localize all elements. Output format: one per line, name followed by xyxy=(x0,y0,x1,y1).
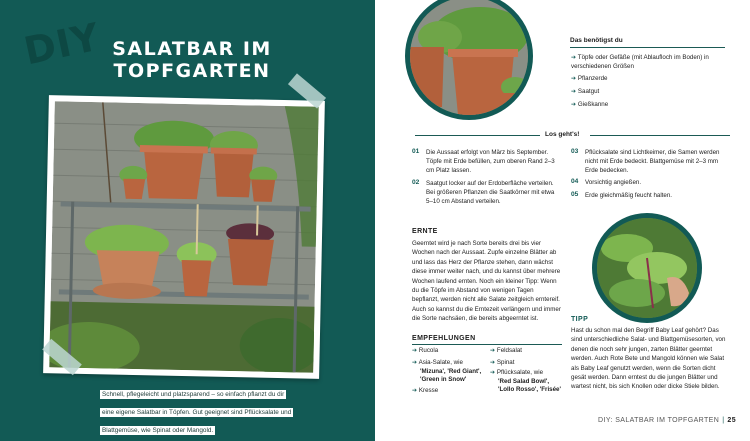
arrow-icon: ➔ xyxy=(490,347,496,354)
harvest-text: Geerntet wird je nach Sorte bereits drei bis vier Wochen nach der Aussaat. Zupfe einzelne Blätter ab und lass das Herz der Pflanze stehen, dann wächst diese immer weiter nach, und du kannst über mehrere Wochen laufend ernten. Noch ein kleiner Tipp: Wenn du die Töpfe im Abstand von wenigen Tagen bepflanzt, werden nicht alle Salate zeitgleich erntereif. Auch so kannst du die Erntezeit verlängern und immer die Sorte nachsäen, die bereits abgeerntet ist. xyxy=(412,240,561,323)
leaves-illustration xyxy=(597,218,697,318)
arrow-icon: ➔ xyxy=(571,101,577,108)
step-text: Vorsichtig angießen. xyxy=(585,179,642,186)
recommend-item: ➔ Kresse xyxy=(412,387,439,394)
needed-item: ➔ Saatgut xyxy=(571,88,600,95)
steps-title: Los geht's! xyxy=(545,131,580,138)
pots-circle-photo xyxy=(405,0,533,120)
recommend-rule xyxy=(412,344,562,345)
needed-rule xyxy=(570,47,725,48)
step-text: Erde gleichmäßig feucht halten. xyxy=(585,192,673,199)
page-number: 25 xyxy=(727,417,736,424)
garden-illustration xyxy=(49,101,319,372)
recommend-title: EMPFEHLUNGEN xyxy=(412,335,476,342)
steps-rule-left xyxy=(415,135,540,136)
tip-title: TIPP xyxy=(571,316,589,323)
needed-item: ➔ Pflanzerde xyxy=(571,75,608,82)
arrow-icon: ➔ xyxy=(412,387,418,394)
arrow-icon: ➔ xyxy=(571,88,577,95)
step-number: 05 xyxy=(571,191,579,198)
recommend-item: ➔ Feldsalat xyxy=(490,347,523,354)
step-text: Pflücksalate sind Lichtkeimer, die Samen werden nicht mit Erde bedeckt. Blattgemüse mit 2–3 mm Erde bedecken. xyxy=(585,149,720,175)
photo-caption: Schnell, pflegeleicht und platzsparend – so einfach pflanzt du dir eine eigene Salatbar in Töpfen. Gut geeignet sind Pflücksalate und Blattgemüse, wie Spinat oder Mangold. xyxy=(102,391,292,434)
right-page xyxy=(375,0,750,441)
asia-varieties: 'Mizuna', 'Red Giant', 'Green in Snow' xyxy=(420,367,482,384)
pots-illustration xyxy=(410,0,528,115)
footer-separator: | xyxy=(722,417,725,424)
step-text: Saatgut locker auf der Erdoberfläche verteilen. Bei größeren Pflanzen die Saatkörner mit etwa 5–10 cm Abstand verteilen. xyxy=(426,180,555,206)
step-text: Die Aussaat erfolgt von März bis September. Töpfe mit Erde befüllen, zum oberen Rand 2–3 cm Platz lassen. xyxy=(426,149,555,175)
arrow-icon: ➔ xyxy=(412,359,418,366)
needed-title: Das benötigst du xyxy=(570,37,623,44)
step-number: 03 xyxy=(571,148,579,155)
pflueck-varieties: 'Red Salad Bowl', 'Lollo Rosso', 'Frisée' xyxy=(498,377,561,394)
needed-item: ➔ Gießkanne xyxy=(571,101,609,108)
needed-item: ➔ Töpfe oder Gefäße (mit Ablaufloch im Boden) in verschiedenen Größen xyxy=(571,54,709,71)
leaves-circle-photo xyxy=(592,213,702,323)
footer-label: DIY: SALATBAR IM TOPFGARTEN xyxy=(598,417,720,424)
harvest-title: ERNTE xyxy=(412,228,438,235)
step-number: 02 xyxy=(412,179,420,186)
step-number: 01 xyxy=(412,148,420,155)
arrow-icon: ➔ xyxy=(490,369,496,376)
arrow-icon: ➔ xyxy=(490,359,496,366)
page-footer xyxy=(598,417,736,424)
recommend-item: ➔ Rucola xyxy=(412,347,439,354)
diy-label: DIY xyxy=(20,14,104,74)
recommend-item: ➔ Pflücksalate, wie 'Red Salad Bowl', 'Lollo Rosso', 'Frisée' xyxy=(490,369,565,395)
arrow-icon: ➔ xyxy=(571,75,577,82)
arrow-icon: ➔ xyxy=(571,54,577,61)
recommend-item: ➔ Asia-Salate, wie 'Mizuna', 'Red Giant', 'Green in Snow' xyxy=(412,359,490,385)
recommend-item: ➔ Spinat xyxy=(490,359,515,366)
arrow-icon: ➔ xyxy=(412,347,418,354)
garden-photo xyxy=(43,95,325,379)
step-number: 04 xyxy=(571,178,579,185)
tip-text: Hast du schon mal den Begriff Baby Leaf gehört? Das sind unterschiedliche Salat- und Blattgemüsesorten, von denen die noch sehr jungen, zarten Blätter geerntet werden. Auch Rote Bete und Mangold können wie Salat als Baby Leaf genutzt werden, wenn die Sorten dicht gesät werden. Dann erntest du die jungen Blätter und wartest nicht, bis sich Knollen oder dicke Stiele bilden. xyxy=(571,327,726,391)
page-title: SALATBAR IM TOPFGARTEN xyxy=(112,38,272,82)
steps-rule-right xyxy=(590,135,730,136)
